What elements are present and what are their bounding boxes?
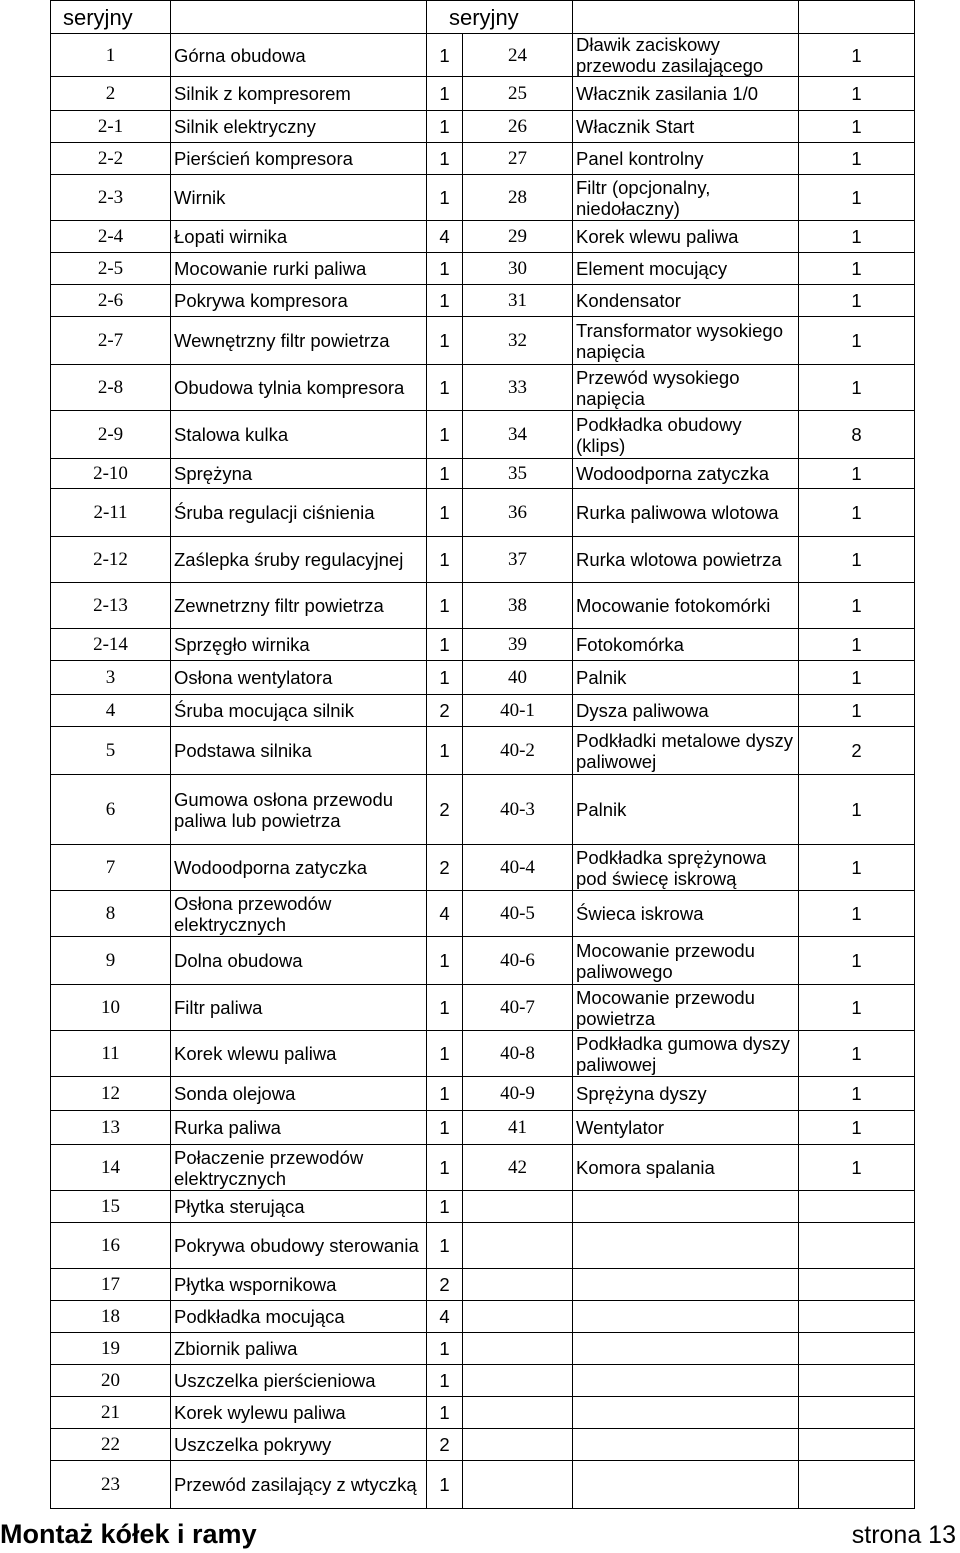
left-part-quantity: 1	[427, 583, 463, 629]
left-part-number: 2-9	[51, 411, 171, 459]
left-part-name: Uszczelka pierścieniowa	[171, 1365, 427, 1397]
left-part-number: 5	[51, 727, 171, 775]
left-part-quantity: 1	[427, 77, 463, 111]
table-row	[51, 285, 915, 317]
page-number: strona 13	[851, 1521, 956, 1549]
left-part-number: 2-10	[51, 459, 171, 489]
left-part-number: 10	[51, 985, 171, 1031]
right-part-quantity: 1	[799, 489, 915, 537]
left-part-number: 1	[51, 34, 171, 77]
header-left-label: seryjny	[51, 1, 171, 34]
left-part-quantity: 2	[427, 695, 463, 727]
right-part-name: Podkładka obudowy (klips)	[573, 411, 799, 459]
left-part-name: Dolna obudowa	[171, 937, 427, 985]
left-part-number: 22	[51, 1429, 171, 1461]
right-part-name: Kondensator	[573, 285, 799, 317]
left-part-number: 18	[51, 1301, 171, 1333]
right-part-name: Panel kontrolny	[573, 143, 799, 175]
left-part-name: Zaślepka śruby regulacyjnej	[171, 537, 427, 583]
left-part-quantity: 1	[427, 629, 463, 661]
left-part-number: 19	[51, 1333, 171, 1365]
right-part-number	[463, 1333, 573, 1365]
left-part-quantity: 1	[427, 253, 463, 285]
left-part-quantity: 1	[427, 34, 463, 77]
right-part-number	[463, 1269, 573, 1301]
left-part-name: Rurka paliwa	[171, 1111, 427, 1145]
right-part-quantity: 1	[799, 253, 915, 285]
right-part-quantity: 1	[799, 1077, 915, 1111]
left-part-quantity: 4	[427, 221, 463, 253]
right-part-quantity	[799, 1223, 915, 1269]
table-row	[51, 537, 915, 583]
right-part-number: 40-7	[463, 985, 573, 1031]
right-part-number: 41	[463, 1111, 573, 1145]
right-part-quantity	[799, 1461, 915, 1509]
right-part-number: 40-3	[463, 775, 573, 845]
right-part-number: 40-5	[463, 891, 573, 937]
right-part-name: Fotokomórka	[573, 629, 799, 661]
right-part-name	[573, 1461, 799, 1509]
right-part-quantity: 1	[799, 1111, 915, 1145]
right-part-name	[573, 1269, 799, 1301]
left-part-name: Połaczenie przewodów elektrycznych	[171, 1145, 427, 1191]
left-part-quantity: 1	[427, 1145, 463, 1191]
right-part-number: 40	[463, 661, 573, 695]
right-part-name: Sprężyna dyszy	[573, 1077, 799, 1111]
right-part-name	[573, 1301, 799, 1333]
left-part-name: Łopati wirnika	[171, 221, 427, 253]
right-part-quantity: 1	[799, 221, 915, 253]
right-part-quantity: 1	[799, 1031, 915, 1077]
right-part-number: 39	[463, 629, 573, 661]
right-part-name: Wodoodporna zatyczka	[573, 459, 799, 489]
table-row	[51, 727, 915, 775]
right-part-quantity	[799, 1191, 915, 1223]
left-part-number: 15	[51, 1191, 171, 1223]
left-part-quantity: 1	[427, 1077, 463, 1111]
table-row	[51, 1365, 915, 1397]
left-part-quantity: 1	[427, 411, 463, 459]
table-row	[51, 937, 915, 985]
right-part-number: 26	[463, 111, 573, 143]
left-part-quantity: 1	[427, 1461, 463, 1509]
left-part-name: Podstawa silnika	[171, 727, 427, 775]
table-row	[51, 34, 915, 77]
left-part-quantity: 1	[427, 937, 463, 985]
left-part-number: 16	[51, 1223, 171, 1269]
right-part-number: 28	[463, 175, 573, 221]
table-row	[51, 1461, 915, 1509]
table-row	[51, 489, 915, 537]
right-part-name	[573, 1191, 799, 1223]
left-part-quantity: 1	[427, 285, 463, 317]
right-part-quantity: 1	[799, 583, 915, 629]
right-part-quantity	[799, 1301, 915, 1333]
left-part-name: Korek wylewu paliwa	[171, 1397, 427, 1429]
left-part-quantity: 1	[427, 489, 463, 537]
right-part-name: Rurka wlotowa powietrza	[573, 537, 799, 583]
right-part-name: Świeca iskrowa	[573, 891, 799, 937]
left-part-number: 2-14	[51, 629, 171, 661]
left-part-name: Osłona przewodów elektrycznych	[171, 891, 427, 937]
right-part-quantity	[799, 1333, 915, 1365]
left-part-number: 8	[51, 891, 171, 937]
table-row	[51, 629, 915, 661]
right-part-quantity	[799, 1365, 915, 1397]
right-part-quantity: 1	[799, 459, 915, 489]
right-part-quantity	[799, 1269, 915, 1301]
right-part-quantity: 1	[799, 695, 915, 727]
left-part-name: Wirnik	[171, 175, 427, 221]
left-part-name: Stalowa kulka	[171, 411, 427, 459]
right-part-name: Podkładka gumowa dyszy paliwowej	[573, 1031, 799, 1077]
right-part-name: Korek wlewu paliwa	[573, 221, 799, 253]
right-part-number	[463, 1365, 573, 1397]
left-part-quantity: 4	[427, 1301, 463, 1333]
left-part-quantity: 1	[427, 727, 463, 775]
left-part-name: Korek wlewu paliwa	[171, 1031, 427, 1077]
right-part-number: 40-2	[463, 727, 573, 775]
right-part-name: Podkładki metalowe dyszy paliwowej	[573, 727, 799, 775]
right-part-name: Mocowanie fotokomórki	[573, 583, 799, 629]
left-part-name: Przewód zasilający z wtyczką	[171, 1461, 427, 1509]
left-part-name: Filtr paliwa	[171, 985, 427, 1031]
table-row	[51, 459, 915, 489]
right-part-name: Włacznik Start	[573, 111, 799, 143]
left-part-name: Śruba regulacji ciśnienia	[171, 489, 427, 537]
left-part-number: 3	[51, 661, 171, 695]
right-part-quantity: 1	[799, 34, 915, 77]
right-part-name: Komora spalania	[573, 1145, 799, 1191]
header-left-name-cell	[171, 1, 427, 34]
parts-list-sheet	[50, 0, 914, 1509]
right-part-name: Mocowanie przewodu powietrza	[573, 985, 799, 1031]
left-part-name: Zbiornik paliwa	[171, 1333, 427, 1365]
left-part-name: Wewnętrzny filtr powietrza	[171, 317, 427, 365]
left-part-name: Uszczelka pokrywy	[171, 1429, 427, 1461]
left-part-quantity: 2	[427, 845, 463, 891]
right-part-quantity: 1	[799, 775, 915, 845]
left-part-quantity: 1	[427, 143, 463, 175]
left-part-quantity: 1	[427, 365, 463, 411]
left-part-quantity: 1	[427, 1333, 463, 1365]
left-part-quantity: 1	[427, 661, 463, 695]
right-part-name: Element mocujący	[573, 253, 799, 285]
right-part-number: 36	[463, 489, 573, 537]
right-part-name: Dławik zaciskowy przewodu zasilającego	[573, 34, 799, 77]
left-part-name: Płytka wspornikowa	[171, 1269, 427, 1301]
right-part-name	[573, 1223, 799, 1269]
right-part-name: Przewód wysokiego napięcia	[573, 365, 799, 411]
right-part-name: Palnik	[573, 775, 799, 845]
left-part-name: Podkładka mocująca	[171, 1301, 427, 1333]
table-row	[51, 583, 915, 629]
right-part-quantity	[799, 1397, 915, 1429]
table-row	[51, 1031, 915, 1077]
right-part-number: 31	[463, 285, 573, 317]
left-part-quantity: 1	[427, 459, 463, 489]
right-part-name	[573, 1333, 799, 1365]
right-part-quantity: 1	[799, 937, 915, 985]
right-part-quantity: 1	[799, 317, 915, 365]
table-row	[51, 1077, 915, 1111]
table-row	[51, 175, 915, 221]
table-row	[51, 1333, 915, 1365]
right-part-quantity: 2	[799, 727, 915, 775]
right-part-name: Wentylator	[573, 1111, 799, 1145]
table-row	[51, 143, 915, 175]
right-part-number: 42	[463, 1145, 573, 1191]
left-part-number: 2-11	[51, 489, 171, 537]
right-part-quantity: 1	[799, 985, 915, 1031]
table-row	[51, 253, 915, 285]
right-part-quantity: 1	[799, 365, 915, 411]
header-right-name-cell	[573, 1, 799, 34]
table-row	[51, 1397, 915, 1429]
left-part-number: 2-1	[51, 111, 171, 143]
table-row	[51, 1191, 915, 1223]
right-part-name: Rurka paliwowa wlotowa	[573, 489, 799, 537]
left-part-quantity: 1	[427, 985, 463, 1031]
left-part-name: Obudowa tylnia kompresora	[171, 365, 427, 411]
table-row	[51, 1223, 915, 1269]
left-part-quantity: 1	[427, 1223, 463, 1269]
left-part-number: 21	[51, 1397, 171, 1429]
left-part-number: 2-4	[51, 221, 171, 253]
table-row	[51, 365, 915, 411]
right-part-number	[463, 1397, 573, 1429]
page-footer	[0, 1517, 960, 1553]
left-part-quantity: 1	[427, 1111, 463, 1145]
left-part-quantity: 1	[427, 1031, 463, 1077]
left-part-name: Zewnetrzny filtr powietrza	[171, 583, 427, 629]
right-part-name: Dysza paliwowa	[573, 695, 799, 727]
left-part-number: 7	[51, 845, 171, 891]
left-part-quantity: 1	[427, 1191, 463, 1223]
table-row	[51, 221, 915, 253]
table-row	[51, 317, 915, 365]
left-part-number: 2-3	[51, 175, 171, 221]
right-part-name	[573, 1397, 799, 1429]
left-part-number: 11	[51, 1031, 171, 1077]
header-right-qty-cell	[799, 1, 915, 34]
right-part-number: 34	[463, 411, 573, 459]
right-part-name	[573, 1429, 799, 1461]
right-part-quantity: 1	[799, 285, 915, 317]
right-part-number	[463, 1223, 573, 1269]
left-part-number: 13	[51, 1111, 171, 1145]
right-part-number	[463, 1301, 573, 1333]
left-part-name: Osłona wentylatora	[171, 661, 427, 695]
right-part-name	[573, 1365, 799, 1397]
right-part-number: 30	[463, 253, 573, 285]
right-part-quantity: 1	[799, 1145, 915, 1191]
table-row	[51, 111, 915, 143]
left-part-number: 14	[51, 1145, 171, 1191]
right-part-number: 40-4	[463, 845, 573, 891]
left-part-quantity: 1	[427, 537, 463, 583]
table-row	[51, 891, 915, 937]
right-part-number: 40-9	[463, 1077, 573, 1111]
right-part-quantity	[799, 1429, 915, 1461]
left-part-number: 20	[51, 1365, 171, 1397]
left-part-name: Sonda olejowa	[171, 1077, 427, 1111]
left-part-name: Górna obudowa	[171, 34, 427, 77]
left-part-number: 2-8	[51, 365, 171, 411]
right-part-quantity: 1	[799, 661, 915, 695]
right-part-number: 40-8	[463, 1031, 573, 1077]
left-part-name: Gumowa osłona przewodu paliwa lub powietrza	[171, 775, 427, 845]
table-header-row	[51, 1, 915, 34]
parts-table	[50, 0, 915, 1509]
table-row	[51, 1301, 915, 1333]
right-part-number: 40-6	[463, 937, 573, 985]
table-row	[51, 775, 915, 845]
left-part-number: 23	[51, 1461, 171, 1509]
right-part-quantity: 1	[799, 111, 915, 143]
table-row	[51, 1269, 915, 1301]
table-row	[51, 1111, 915, 1145]
right-part-quantity: 8	[799, 411, 915, 459]
left-part-quantity: 4	[427, 891, 463, 937]
right-part-quantity: 1	[799, 175, 915, 221]
right-part-number: 24	[463, 34, 573, 77]
left-part-name: Pierścień kompresora	[171, 143, 427, 175]
left-part-quantity: 2	[427, 1429, 463, 1461]
right-part-number: 33	[463, 365, 573, 411]
table-row	[51, 77, 915, 111]
right-part-name: Filtr (opcjonalny, niedołaczny)	[573, 175, 799, 221]
right-part-quantity: 1	[799, 143, 915, 175]
right-part-number: 40-1	[463, 695, 573, 727]
right-part-name: Palnik	[573, 661, 799, 695]
table-row	[51, 985, 915, 1031]
left-part-number: 17	[51, 1269, 171, 1301]
left-part-name: Wodoodporna zatyczka	[171, 845, 427, 891]
left-part-name: Płytka sterująca	[171, 1191, 427, 1223]
right-part-quantity: 1	[799, 891, 915, 937]
left-part-quantity: 2	[427, 1269, 463, 1301]
section-title: Montaż kółek i ramy	[0, 1519, 257, 1549]
right-part-name: Podkładka sprężynowa pod świecę iskrową	[573, 845, 799, 891]
table-row	[51, 411, 915, 459]
table-row	[51, 661, 915, 695]
right-part-quantity: 1	[799, 77, 915, 111]
left-part-number: 12	[51, 1077, 171, 1111]
left-part-number: 4	[51, 695, 171, 727]
right-part-quantity: 1	[799, 629, 915, 661]
left-part-number: 9	[51, 937, 171, 985]
left-part-quantity: 1	[427, 175, 463, 221]
left-part-name: Silnik z kompresorem	[171, 77, 427, 111]
left-part-number: 2-12	[51, 537, 171, 583]
left-part-number: 2-7	[51, 317, 171, 365]
right-part-name: Mocowanie przewodu paliwowego	[573, 937, 799, 985]
left-part-name: Sprzęgło wirnika	[171, 629, 427, 661]
left-part-number: 6	[51, 775, 171, 845]
right-part-quantity: 1	[799, 537, 915, 583]
left-part-name: Mocowanie rurki paliwa	[171, 253, 427, 285]
right-part-quantity: 1	[799, 845, 915, 891]
left-part-number: 2-5	[51, 253, 171, 285]
right-part-number	[463, 1461, 573, 1509]
right-part-number	[463, 1191, 573, 1223]
table-row	[51, 695, 915, 727]
left-part-name: Sprężyna	[171, 459, 427, 489]
table-row	[51, 1145, 915, 1191]
right-part-number: 37	[463, 537, 573, 583]
left-part-name: Pokrywa kompresora	[171, 285, 427, 317]
right-part-number: 29	[463, 221, 573, 253]
left-part-quantity: 1	[427, 317, 463, 365]
left-part-quantity: 1	[427, 1365, 463, 1397]
table-row	[51, 845, 915, 891]
table-row	[51, 1429, 915, 1461]
left-part-quantity: 1	[427, 111, 463, 143]
left-part-name: Silnik elektryczny	[171, 111, 427, 143]
header-right-label: seryjny	[427, 1, 573, 34]
parts-table-body	[51, 1, 915, 1509]
left-part-name: Śruba mocująca silnik	[171, 695, 427, 727]
left-part-quantity: 1	[427, 1397, 463, 1429]
right-part-name: Włacznik zasilania 1/0	[573, 77, 799, 111]
left-part-number: 2-6	[51, 285, 171, 317]
left-part-number: 2-13	[51, 583, 171, 629]
left-part-quantity: 2	[427, 775, 463, 845]
right-part-number: 27	[463, 143, 573, 175]
left-part-number: 2-2	[51, 143, 171, 175]
right-part-number: 25	[463, 77, 573, 111]
left-part-name: Pokrywa obudowy sterowania	[171, 1223, 427, 1269]
right-part-number: 35	[463, 459, 573, 489]
right-part-number: 32	[463, 317, 573, 365]
left-part-number: 2	[51, 77, 171, 111]
right-part-number: 38	[463, 583, 573, 629]
right-part-name: Transformator wysokiego napięcia	[573, 317, 799, 365]
right-part-number	[463, 1429, 573, 1461]
